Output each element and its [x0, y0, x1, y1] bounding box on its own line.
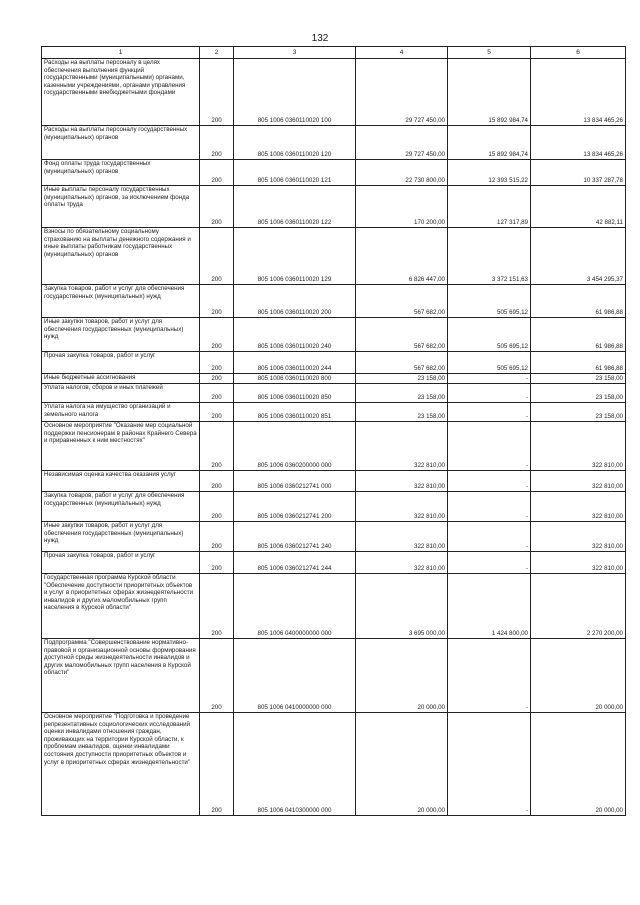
- row-code-cell: 200: [200, 574, 234, 639]
- row-col4-cell: 20 000,00: [356, 713, 448, 816]
- table-row: [42, 403, 626, 422]
- row-col4-cell: 6 826 447,00: [356, 228, 448, 285]
- row-classification-cell: 805 1006 0360212741 244: [234, 552, 356, 574]
- table-row: [42, 522, 626, 552]
- table-row: [42, 374, 626, 384]
- table-row: [42, 471, 626, 492]
- row-name-cell: Уплата налога на имущество организаций и земельного налога: [42, 403, 200, 422]
- table-row: [42, 126, 626, 160]
- row-col5-cell: -: [448, 639, 531, 713]
- row-code-cell: 200: [200, 59, 234, 126]
- table-row: [42, 552, 626, 574]
- row-name-cell: Независимая оценка качества оказания услуг: [42, 471, 200, 492]
- table-row: [42, 285, 626, 318]
- row-name-cell: Уплата налогов, сборов и иных платежей: [42, 384, 200, 403]
- row-col6-cell: 10 337 287,78: [531, 160, 626, 186]
- row-code-cell: 200: [200, 160, 234, 186]
- row-col6-cell: 13 834 465,26: [531, 126, 626, 160]
- row-name-cell: Расходы на выплаты персоналу в целях обеспечения выполнения функций государственными (муниципальными) органами, казенными учреждениями, органами управления государственными внебюджетными фондами: [42, 59, 200, 126]
- row-name-cell: Расходы на выплаты персоналу государственных (муниципальных) органов: [42, 126, 200, 160]
- row-col6-cell: 322 810,00: [531, 522, 626, 552]
- row-name-cell: Иные бюджетные ассигнования: [42, 374, 200, 384]
- header-col-2: 2: [200, 47, 234, 59]
- row-name-cell: Иные закупки товаров, работ и услуг для обеспечения государственных (муниципальных) нужд: [42, 318, 200, 352]
- row-col4-cell: 29 727 450,00: [356, 126, 448, 160]
- row-col4-cell: 322 810,00: [356, 492, 448, 522]
- row-col6-cell: 20 000,00: [531, 639, 626, 713]
- row-col6-cell: 13 834 465,26: [531, 59, 626, 126]
- row-classification-cell: 805 1006 0360110020 100: [234, 59, 356, 126]
- row-classification-cell: 805 1006 0360110020 244: [234, 352, 356, 374]
- row-col6-cell: 23 158,00: [531, 384, 626, 403]
- row-name-cell: Основное мероприятие "Подготовка и проведение репрезентативных социологических исследований оценки инвалидами отношения граждан, проживающих на территории Курской области, к проблемам инвалидов, оценки инвалидами состояния доступности приоритетных объектов и услуг в приоритетных сферах жизнедеятельности": [42, 713, 200, 816]
- row-classification-cell: 805 1006 0360212741 000: [234, 471, 356, 492]
- row-classification-cell: 805 1006 0410000000 000: [234, 639, 356, 713]
- table-row: [42, 59, 626, 126]
- header-col-1: 1: [42, 47, 200, 59]
- row-code-cell: 200: [200, 471, 234, 492]
- row-classification-cell: 805 1006 0360110020 120: [234, 126, 356, 160]
- row-name-cell: Прочая закупка товаров, работ и услуг: [42, 552, 200, 574]
- row-classification-cell: 805 1006 0360110020 850: [234, 384, 356, 403]
- row-code-cell: 200: [200, 318, 234, 352]
- row-classification-cell: 805 1006 0360110020 851: [234, 403, 356, 422]
- row-col6-cell: 322 810,00: [531, 492, 626, 522]
- row-col4-cell: 567 682,00: [356, 285, 448, 318]
- table-header-row: [42, 47, 626, 59]
- row-col5-cell: 1 424 800,00: [448, 574, 531, 639]
- row-col5-cell: 127 317,89: [448, 186, 531, 228]
- row-code-cell: 200: [200, 352, 234, 374]
- row-col5-cell: -: [448, 713, 531, 816]
- row-col4-cell: 322 810,00: [356, 552, 448, 574]
- row-code-cell: 200: [200, 552, 234, 574]
- row-col6-cell: 322 810,00: [531, 552, 626, 574]
- table-row: [42, 228, 626, 285]
- row-code-cell: 200: [200, 374, 234, 384]
- row-col6-cell: 61 986,88: [531, 285, 626, 318]
- row-classification-cell: 805 1006 0360110020 121: [234, 160, 356, 186]
- table-row: [42, 492, 626, 522]
- row-col4-cell: 3 695 000,00: [356, 574, 448, 639]
- row-code-cell: 200: [200, 422, 234, 471]
- budget-table: [41, 46, 626, 816]
- row-col6-cell: 322 810,00: [531, 471, 626, 492]
- row-col5-cell: 12 393 515,22: [448, 160, 531, 186]
- row-col4-cell: 22 730 800,00: [356, 160, 448, 186]
- row-col5-cell: -: [448, 552, 531, 574]
- row-code-cell: 200: [200, 186, 234, 228]
- table-row: [42, 352, 626, 374]
- row-col4-cell: 20 000,00: [356, 639, 448, 713]
- row-name-cell: Государственная программа Курской области "Обеспечение доступности приоритетных объектов и услуг в приоритетных сферах жизнедеятельности инвалидов и других маломобильных групп населения в Курской области": [42, 574, 200, 639]
- row-col6-cell: 61 986,88: [531, 352, 626, 374]
- row-name-cell: Закупка товаров, работ и услуг для обеспечения государственных (муниципальных) нужд: [42, 492, 200, 522]
- row-code-cell: 200: [200, 126, 234, 160]
- row-classification-cell: 805 1006 0360200000 000: [234, 422, 356, 471]
- row-col6-cell: 42 882,11: [531, 186, 626, 228]
- row-col5-cell: -: [448, 422, 531, 471]
- row-col4-cell: 23 158,00: [356, 374, 448, 384]
- row-classification-cell: 805 1006 0360110020 800: [234, 374, 356, 384]
- row-col6-cell: 322 810,00: [531, 422, 626, 471]
- header-col-6: 6: [531, 47, 626, 59]
- row-code-cell: 200: [200, 384, 234, 403]
- row-name-cell: Закупка товаров, работ и услуг для обеспечения государственных (муниципальных) нужд: [42, 285, 200, 318]
- row-col5-cell: -: [448, 403, 531, 422]
- row-col5-cell: -: [448, 471, 531, 492]
- row-col4-cell: 170 200,00: [356, 186, 448, 228]
- row-col4-cell: 23 158,00: [356, 403, 448, 422]
- row-code-cell: 200: [200, 522, 234, 552]
- row-classification-cell: 805 1006 0410300000 000: [234, 713, 356, 816]
- row-col5-cell: 3 372 151,63: [448, 228, 531, 285]
- table-row: [42, 713, 626, 816]
- row-col5-cell: -: [448, 522, 531, 552]
- row-classification-cell: 805 1006 0360110020 200: [234, 285, 356, 318]
- row-col4-cell: 322 810,00: [356, 422, 448, 471]
- row-code-cell: 200: [200, 228, 234, 285]
- row-code-cell: 200: [200, 285, 234, 318]
- row-col5-cell: 15 892 984,74: [448, 59, 531, 126]
- row-col5-cell: 505 695,12: [448, 352, 531, 374]
- header-col-3: 3: [234, 47, 356, 59]
- row-name-cell: Прочая закупка товаров, работ и услуг: [42, 352, 200, 374]
- row-col6-cell: 23 158,00: [531, 403, 626, 422]
- row-classification-cell: 805 1006 0360212741 240: [234, 522, 356, 552]
- row-name-cell: Взносы по обязательному социальному страхованию на выплаты денежного содержания и иные выплаты работникам государственных (муниципальных) органов: [42, 228, 200, 285]
- row-code-cell: 200: [200, 492, 234, 522]
- row-col6-cell: 3 454 295,37: [531, 228, 626, 285]
- row-col4-cell: 567 682,00: [356, 318, 448, 352]
- table-row: [42, 574, 626, 639]
- table-row: [42, 422, 626, 471]
- header-col-5: 5: [448, 47, 531, 59]
- page-number: 132: [311, 33, 329, 44]
- row-col4-cell: 567 682,00: [356, 352, 448, 374]
- table-row: [42, 186, 626, 228]
- row-col6-cell: 20 000,00: [531, 713, 626, 816]
- row-col5-cell: 505 695,12: [448, 285, 531, 318]
- row-name-cell: Подпрограмма "Совершенствование нормативно-правовой и организационной основы формирования доступной среды жизнедеятельности инвалидов и других маломобильных групп населения в Курской области": [42, 639, 200, 713]
- table-row: [42, 639, 626, 713]
- row-col5-cell: 15 892 984,74: [448, 126, 531, 160]
- row-col6-cell: 23 158,00: [531, 374, 626, 384]
- table-row: [42, 160, 626, 186]
- row-classification-cell: 805 1006 0360110020 129: [234, 228, 356, 285]
- row-col5-cell: -: [448, 384, 531, 403]
- row-classification-cell: 805 1006 0360110020 122: [234, 186, 356, 228]
- row-col5-cell: -: [448, 492, 531, 522]
- row-code-cell: 200: [200, 713, 234, 816]
- table-row: [42, 318, 626, 352]
- row-col4-cell: 23 158,00: [356, 384, 448, 403]
- row-col5-cell: -: [448, 374, 531, 384]
- row-code-cell: 200: [200, 403, 234, 422]
- row-col5-cell: 505 695,12: [448, 318, 531, 352]
- row-classification-cell: 805 1006 0360212741 200: [234, 492, 356, 522]
- row-classification-cell: 805 1006 0400000000 000: [234, 574, 356, 639]
- table-row: [42, 384, 626, 403]
- row-col4-cell: 29 727 450,00: [356, 59, 448, 126]
- row-col4-cell: 322 810,00: [356, 471, 448, 492]
- row-name-cell: Основное мероприятие "Оказание мер социальной поддержки пенсионерам в районах Крайнего Севера и приравненных к ним местностях": [42, 422, 200, 471]
- row-classification-cell: 805 1006 0360110020 240: [234, 318, 356, 352]
- row-col4-cell: 322 810,00: [356, 522, 448, 552]
- row-col6-cell: 61 986,88: [531, 318, 626, 352]
- row-code-cell: 200: [200, 639, 234, 713]
- row-name-cell: Иные закупки товаров, работ и услуг для обеспечения государственных (муниципальных) нужд: [42, 522, 200, 552]
- row-name-cell: Фонд оплаты труда государственных (муниципальных) органов: [42, 160, 200, 186]
- row-col6-cell: 2 270 200,00: [531, 574, 626, 639]
- row-name-cell: Иные выплаты персоналу государственных (муниципальных) органов, за исключением фонда оплаты труда: [42, 186, 200, 228]
- header-col-4: 4: [356, 47, 448, 59]
